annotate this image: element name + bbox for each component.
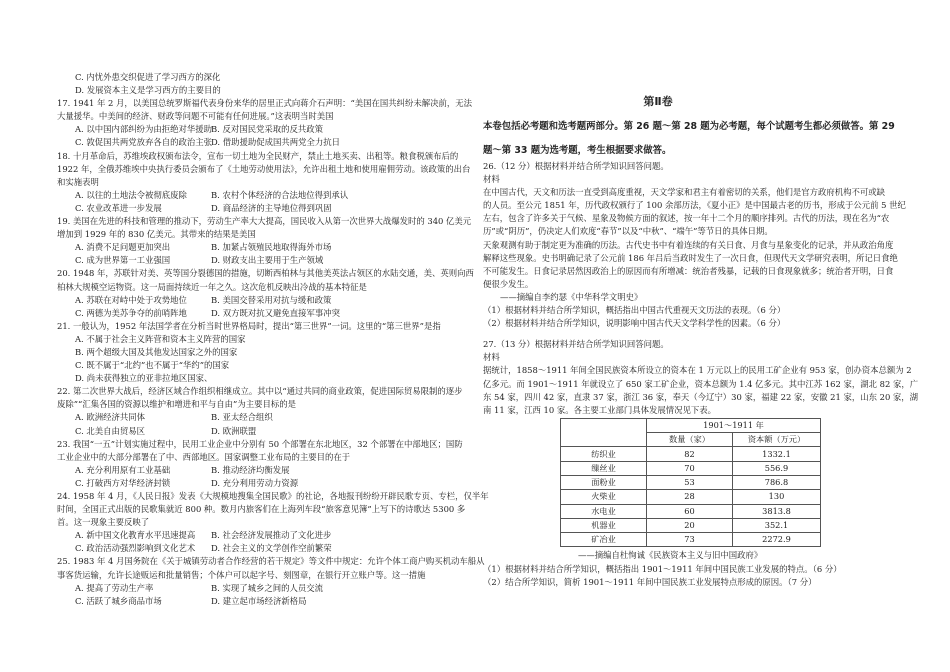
option-text: C. 政治活动强烈影响到文化艺术 <box>75 543 196 554</box>
option-row <box>57 529 475 542</box>
industry-cell: 机器业 <box>561 518 647 532</box>
right-column <box>483 160 918 589</box>
text-line: 23. 我国“一五”计划实施过程中，民用工业企业中分别有 50 个部署在东北地区，32 个部署在中部地区；国防 <box>57 438 463 449</box>
text-line: 24. 1958 年 4 月，《人民日报》发表《大规模地搜集全国民歌》的社论，各地报刊纷纷开辟民歌专页、专栏，仅半年 <box>57 491 489 501</box>
industry-cell: 面粉业 <box>561 475 647 489</box>
text-line: 事客货运输，允许长途贩运和批量销售；个体户可以起字号、刻图章，在银行开立账户等。这一措施 <box>57 569 426 580</box>
capital-cell: 2272.9 <box>733 533 821 547</box>
option-text: D. 双方既对抗又避免直接军事冲突 <box>211 307 340 318</box>
option-text: B. 加紧占领殖民地取得海外市场 <box>211 242 332 253</box>
text-line: 26.（12 分）根据材料并结合所学知识回答问题。 <box>483 161 669 171</box>
option-row <box>57 582 475 595</box>
capital-cell: 786.8 <box>733 475 821 489</box>
source-citation: ——摘编自杜恂诚《民族资本主义与旧中国政府》 <box>578 550 763 561</box>
count-cell: 20 <box>647 518 733 532</box>
option-text: C. 打破西方对华经济封锁 <box>75 477 171 488</box>
option-text: C. 农业改革进一步发展 <box>75 202 162 213</box>
option-text: C. 两德为美苏争夺的前哨阵地 <box>75 307 187 318</box>
text-line: 20. 1948 年，苏联针对美、英等国分裂德国的措施，切断西柏林与其他美英法占领区的水陆交通，美、英则向西 <box>57 268 474 279</box>
text-line: 1922 年，全俄苏维埃中央执行委员会颁布了《土地劳动使用法》，允许出租土地和使用雇佣劳动。该政策的出台 <box>57 163 471 174</box>
option-text: B. 推动经济均衡发展 <box>211 464 290 475</box>
option-text: A. 充分利用原有工业基础 <box>75 464 171 475</box>
industry-cell: 水电业 <box>561 504 647 518</box>
text-line: 废除”“汇集各国的资源以维护和增进和平与自由”为主要目标的是 <box>57 399 296 410</box>
option-row <box>57 464 475 477</box>
instructions-line-1: 本卷包括必考题和选考题两部分。第 26 题～第 28 题为必考题，每个试题考生都必须做答。第 29 <box>483 121 895 132</box>
table-capital-header: 资本额（万元） <box>733 433 821 447</box>
option-text: A. 苏联在对峙中处于攻势地位 <box>75 294 187 305</box>
option-text: A. 新中国文化教育水平迅速提高 <box>75 530 196 541</box>
table-row <box>561 533 821 547</box>
questions-26-27 <box>483 160 918 417</box>
option-text: C. 北美自由贸易区 <box>75 425 146 436</box>
text-line: 便很少发生。 <box>483 278 534 289</box>
industry-cell: 矿冶业 <box>561 533 647 547</box>
text-line: 工业企业中的大部分部署在了中、西部地区。国家调整工业布局的主要目的在于 <box>57 451 351 462</box>
option-text: C. 活跃了城乡商品市场 <box>75 595 162 606</box>
count-cell: 82 <box>647 447 733 461</box>
text-line: 首。这一现象主要反映了 <box>57 517 150 528</box>
text-line: 17. 1941 年 2 月，以美国总统罗斯福代表身份来华的居里正式向蒋介石声明：“美国在国共纠纷未解决前，无法 <box>57 98 473 109</box>
table-corner-cell <box>561 418 647 447</box>
table-row <box>561 518 821 532</box>
text-line: 27.（13 分）根据材料并结合所学知识回答问题。 <box>483 339 669 350</box>
text-line: 25. 1983 年 4 月国务院在《关于城镇劳动者合作经营的若干规定》等文件中规定：允许个体工商户购买机动车船从 <box>57 556 485 567</box>
text-line: 22. 第二次世界大战后，经济区域合作组织相继成立。其中以“通过共同的商业政策，促进国际贸易限制的逐步 <box>57 386 463 397</box>
option-row <box>57 307 475 320</box>
option-row <box>57 241 475 254</box>
option-text: D. 充分利用劳动力资源 <box>211 477 299 488</box>
text-line: （1）根据材料并结合所学知识，概括指出中国古代重视天文历法的表现。（6 分） <box>483 305 786 316</box>
option-text: C. 敦促国共两党放弃各自的政治主张 <box>75 137 213 148</box>
option-row <box>57 425 475 438</box>
option-text: B. 反对国民党采取的反共政策 <box>211 124 323 135</box>
option-text: A. 以往的土地法令被彻底废除 <box>75 189 187 200</box>
text-line: 据统计，1858～1911 年间全国民族资本所设立的资本在 1 万元以上的民用工矿企业有 953 家，创办资本总额为 2 <box>483 365 912 376</box>
option-text: D. 社会主义的文学创作空前繁荣 <box>211 543 332 554</box>
instructions-line-2: 题～第 33 题为选考题，考生根据要求做答。 <box>483 145 672 156</box>
option-row <box>57 136 475 149</box>
table-row <box>561 475 821 489</box>
text-line: （2）结合所学知识，简析 1901～1911 年间中国民族工业发展特点形成的原因。（7 分） <box>483 576 817 587</box>
option-text: B. 美国交替采用对抗与缓和政策 <box>211 294 332 305</box>
volume-title: 第Ⅱ卷 <box>643 95 673 108</box>
question-27-tasks <box>483 549 918 588</box>
option-row <box>57 294 475 307</box>
table-header-row <box>561 418 821 432</box>
capital-cell: 556.9 <box>733 461 821 475</box>
capital-cell: 130 <box>733 490 821 504</box>
option-text: A. 以中国内部纠纷为由拒绝对华援助 <box>75 124 212 135</box>
text-line: 解释这些现象。史书明确记录了公元前 186 年吕后当政时发生了一次日食，但现代天文学研究表明，所记日食绝 <box>483 252 898 263</box>
text-line: 和实施表明 <box>57 176 99 187</box>
option-text: D. 借助援助促成国共两党全力抗日 <box>211 137 340 148</box>
table-period-header: 1901～1911 年 <box>647 418 821 432</box>
option-text: D. 欧洲联盟 <box>211 425 257 436</box>
text-line: 不可能发生。日食记录居然因政治上的原因而有所增减：统治者残暴，记载的日食现象就多；统治者开明，日食 <box>483 265 894 276</box>
capital-cell: 1332.1 <box>733 447 821 461</box>
option-text: D. 商品经济的主导地位得到巩固 <box>211 202 332 213</box>
text-line: 左右，包含了许多关于气候、星象及物候方面的叙述，按一年十二个月的顺序排列。古代的历法，现在名为“农 <box>483 213 890 224</box>
table-row <box>561 490 821 504</box>
option-text: D. 建立起市场经济新格局 <box>211 595 307 606</box>
text-line: 东 54 家，四川 42 家，直隶 37 家，浙江 36 家，奉天（今辽宁）30 家，福建 22 家，安徽 21 家，山东 20 家，湖 <box>483 391 919 402</box>
count-cell: 70 <box>647 461 733 475</box>
option-text: B. 两个超级大国及其他发达国家之外的国家 <box>75 346 238 357</box>
option-row <box>57 542 475 555</box>
count-cell: 53 <box>647 475 733 489</box>
option-row <box>57 411 475 424</box>
option-text: A. 不属于社会主义阵营和资本主义阵营的国家 <box>75 333 246 344</box>
text-line: （2）根据材料并结合所学知识，说明影响中国古代天文学科学性的因素。（6 分） <box>483 318 786 329</box>
option-text: B. 实现了城乡之间的人员交流 <box>211 582 323 593</box>
table-row <box>561 504 821 518</box>
text-line: 材料 <box>483 174 500 185</box>
option-row <box>57 477 475 490</box>
capital-cell: 352.1 <box>733 518 821 532</box>
option-text: A. 欧洲经济共同体 <box>75 412 145 423</box>
industry-cell: 纺织业 <box>561 447 647 461</box>
text-line: 增加到 1929 年的 830 亿美元。其带来的结果是美国 <box>57 229 256 240</box>
option-text: D. 尚未获得独立的亚非拉地区国家、 <box>75 373 213 384</box>
option-text: D. 财政支出主要用于生产领域 <box>211 255 324 266</box>
option-row <box>57 254 475 267</box>
spacer <box>483 330 918 338</box>
option-text: C. 既不属于“北约”也不属于“华约”的国家 <box>75 360 230 371</box>
option-text: C. 成为世界第一工业强国 <box>75 255 171 266</box>
text-line: 亿多元。而 1901～1911 年就设立了 650 家工矿企业，资本总额为 1.4 亿多元。其中江苏 162 家，湖北 82 家，广 <box>483 378 919 389</box>
text-line: 历”或“阴历”，仍决定人们欢度“春节”以及“中秋”、“端午”等节日的具体日期。 <box>483 226 773 237</box>
option-text: D. 发展资本主义是学习西方的主要目的 <box>75 85 221 96</box>
count-cell: 73 <box>647 533 733 547</box>
industry-table <box>560 418 821 548</box>
option-text: C. 内忧外患交织促进了学习西方的深化 <box>75 72 221 82</box>
option-text: B. 亚太经合组织 <box>211 412 273 423</box>
text-line: 天象观测有助于制定更为准确的历法。古代史书中有着连续的有关日食、月食与星象变化的记录，并从政治角度 <box>483 239 894 250</box>
option-text: A. 消费不足问题更加突出 <box>75 242 171 253</box>
option-row <box>57 123 475 136</box>
text-line: 材料 <box>483 352 500 363</box>
count-cell: 60 <box>647 504 733 518</box>
text-line: 19. 美国在先进的科技和管理的推动下，劳动生产率大大提高，国民收入从第一次世界大战爆发时的 340 亿美元 <box>57 216 472 227</box>
left-column <box>57 71 489 608</box>
text-line: 大量援华。中美间的经济、财政等问题不可能有任何进展。”这表明当时美国 <box>57 111 334 122</box>
option-text: B. 农村个体经济的合法地位得到承认 <box>211 189 349 200</box>
option-row <box>57 595 475 608</box>
text-line: （1）根据材料并结合所学知识，概括指出 1901～1911 年间中国民族工业发展的特点。（6 分） <box>483 563 842 574</box>
text-line: 在中国古代，天文和历法一直受到高度重视，天文学家和君主有着密切的关系，他们是官方政府机构不可或缺 <box>483 187 885 198</box>
industry-cell: 火柴业 <box>561 490 647 504</box>
count-cell: 28 <box>647 490 733 504</box>
option-text: A. 提高了劳动生产率 <box>75 582 154 593</box>
text-line: 柏林大规模空运物资。这一局面持续近一年之久。这次危机反映出冷战的基本特征是 <box>57 281 367 292</box>
source-citation: ——摘编自李约瑟《中华科学文明史》 <box>500 291 643 302</box>
option-text: B. 社会经济发展推动了文化进步 <box>211 530 332 541</box>
text-line: 南 11 家，江西 10 家。各主要工业部门具体发展情况见下表。 <box>483 404 716 415</box>
industry-cell: 缫丝业 <box>561 461 647 475</box>
table-row <box>561 447 821 461</box>
option-row <box>57 189 475 202</box>
capital-cell: 3813.8 <box>733 504 821 518</box>
table-row <box>561 461 821 475</box>
text-line: 21. 一般认为，1952 年法国学者在分析当时世界格局时，提出“第三世界”一词。这里的“第三世界”是指 <box>57 320 441 331</box>
table-count-header: 数量（家） <box>647 433 733 447</box>
option-row <box>57 202 475 215</box>
text-line: 的人员。至公元 1851 年，历代政权颁行了 100 余部历法，《夏小正》是中国最古老的历书，形成于公元前 5 世纪 <box>483 200 906 211</box>
text-line: 18. 十月革命后，苏维埃政权颁布法令，宣布一切土地为全民财产，禁止土地买卖、出租等。粮食税颁布后的 <box>57 150 459 161</box>
text-line: 时间，全国正式出版的民歌集就近 800 种。数月内旅客们在上海列车段“旅客意见簿”上写下的诗歌达 5300 多 <box>57 504 466 515</box>
